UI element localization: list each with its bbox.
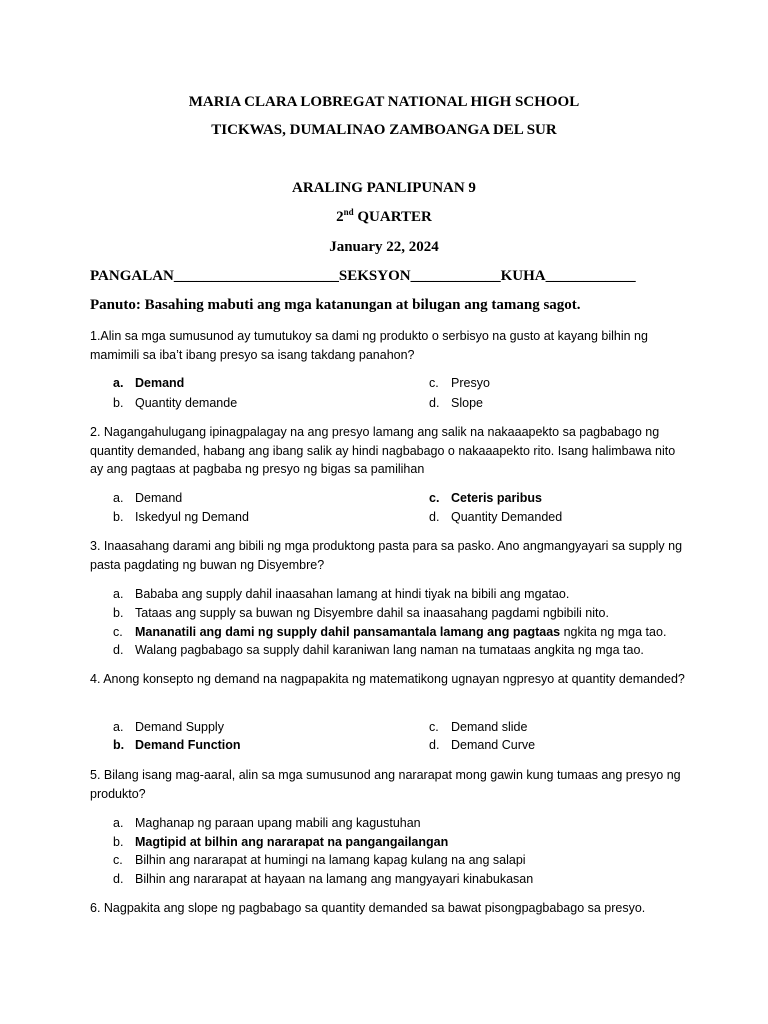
- option-1c[interactable]: c. Presyo: [429, 376, 490, 390]
- question-6: 6. Nagpakita ang slope ng pagbabago sa quantity demanded sa bawat pisongpagbabago sa presyo.: [90, 901, 646, 915]
- option-1d[interactable]: d. Slope: [429, 396, 483, 410]
- option-text: Demand: [135, 491, 183, 505]
- option-text: Quantity demande: [135, 396, 238, 410]
- school-address: TICKWAS, DUMALINAO ZAMBOANGA DEL SUR: [211, 122, 557, 138]
- option-text: Ceteris paribus: [451, 491, 543, 505]
- option-5c[interactable]: c. Bilhin ang nararapat at humingi na lamang kapag kulang na ang salapi: [113, 853, 526, 867]
- exam-date: January 22, 2024: [329, 239, 439, 255]
- question-3: 3. Inaasahang darami ang bibili ng mga produktong pasta para sa pasko. Ano angmangyayari sa supply ng pasta pagdating ng buwan ng Disyembre?: [90, 539, 683, 572]
- option-3c[interactable]: c. Mananatili ang dami ng supply dahil pansamantala lamang ang pagtaas ngkita ng mga tao.: [113, 625, 667, 639]
- option-text: Tataas ang supply sa buwan ng Disyembre dahil sa inaasahang pagdami ngbibili nito.: [135, 606, 609, 620]
- question-5: 5. Bilang isang mag-aaral, alin sa mga sumusunod ang nararapat mong gawin kung tumaas ang presyo ng produkto?: [90, 768, 681, 801]
- quarter-suffix: nd: [343, 207, 354, 217]
- question-1: 1.Alin sa mga sumusunod ay tumutukoy sa dami ng produkto o serbisyo na gusto at kayang bilhin ng mamimili sa iba’t ibang presyo sa isang takdang panahon?: [90, 329, 648, 362]
- question-4: 4. Anong konsepto ng demand na nagpapakita ng matematikong ugnayan ngpresyo at quantity demanded?: [90, 672, 685, 686]
- student-fields-line: PANGALAN______________________SEKSYON____________KUHA____________: [90, 268, 636, 284]
- option-text: Quantity Demanded: [451, 510, 563, 524]
- option-text: Demand Function: [135, 738, 241, 752]
- option-text: Demand Curve: [451, 738, 536, 752]
- option-2a[interactable]: a. Demand: [113, 491, 183, 505]
- option-2d[interactable]: d. Quantity Demanded: [429, 510, 563, 524]
- option-4a[interactable]: a. Demand Supply: [113, 720, 224, 734]
- subject-title: ARALING PANLIPUNAN 9: [292, 180, 476, 196]
- option-4c[interactable]: c. Demand slide: [429, 720, 528, 734]
- option-text: Bababa ang supply dahil inaasahan lamang at hindi tiyak na bibili ang mgatao.: [135, 587, 570, 601]
- option-text: Walang pagbabago sa supply dahil karaniwan lang naman na tumataas angkita ng mga tao.: [135, 643, 644, 657]
- option-text-rest: ngkita ng mga tao.: [560, 625, 667, 639]
- quarter-word: QUARTER: [353, 209, 432, 225]
- option-text: Mananatili ang dami ng supply dahil pansamantala lamang ang pagtaas: [135, 625, 561, 639]
- option-5d[interactable]: d. Bilhin ang nararapat at hayaan na lamang ang mangyayari kinabukasan: [113, 872, 534, 886]
- option-text: Magtipid at bilhin ang nararapat na pangangailangan: [135, 835, 449, 849]
- option-3b[interactable]: b. Tataas ang supply sa buwan ng Disyembre dahil sa inaasahang pagdami ngbibili nito.: [113, 606, 609, 620]
- option-text: Bilhin ang nararapat at humingi na lamang kapag kulang na ang salapi: [135, 853, 526, 867]
- option-1b[interactable]: b. Quantity demande: [113, 396, 238, 410]
- option-4b[interactable]: b. Demand Function: [113, 738, 241, 752]
- school-name: MARIA CLARA LOBREGAT NATIONAL HIGH SCHOOL: [188, 94, 580, 110]
- quarter-title: [0, 209, 768, 226]
- option-text: Presyo: [451, 376, 490, 390]
- option-3d[interactable]: d. Walang pagbabago sa supply dahil karaniwan lang naman na tumataas angkita ng mga tao.: [113, 643, 644, 657]
- option-text: Slope: [451, 396, 483, 410]
- question-2: 2. Nagangahulugang ipinagpalagay na ang presyo lamang ang salik na nakaaapekto sa pagbabago ng quantity demanded, habang ang ibang salik ay hindi nagbabago o nakaaapekto rito. Isang halimbawa nito ay ang pagtaas at pagbaba ng presyo ng bigas sa pamilihan: [90, 425, 676, 476]
- option-text: Bilhin ang nararapat at hayaan na lamang ang mangyayari kinabukasan: [135, 872, 534, 886]
- option-text: Demand slide: [451, 720, 528, 734]
- quarter-number: 2: [336, 209, 344, 225]
- option-5b[interactable]: b. Magtipid at bilhin ang nararapat na pangangailangan: [113, 835, 449, 849]
- option-1a[interactable]: a. Demand: [113, 376, 185, 390]
- option-text: Maghanap ng paraan upang mabili ang kagustuhan: [135, 816, 421, 830]
- option-text: Demand: [135, 376, 185, 390]
- option-3a[interactable]: a. Bababa ang supply dahil inaasahan lamang at hindi tiyak na bibili ang mgatao.: [113, 587, 570, 601]
- option-text: Demand Supply: [135, 720, 224, 734]
- option-4d[interactable]: d. Demand Curve: [429, 738, 536, 752]
- option-2c[interactable]: c. Ceteris paribus: [429, 491, 543, 505]
- option-text: Iskedyul ng Demand: [135, 510, 249, 524]
- option-5a[interactable]: a. Maghanap ng paraan upang mabili ang kagustuhan: [113, 816, 421, 830]
- option-2b[interactable]: b. Iskedyul ng Demand: [113, 510, 249, 524]
- instructions: Panuto: Basahing mabuti ang mga katanungan at bilugan ang tamang sagot.: [90, 297, 581, 313]
